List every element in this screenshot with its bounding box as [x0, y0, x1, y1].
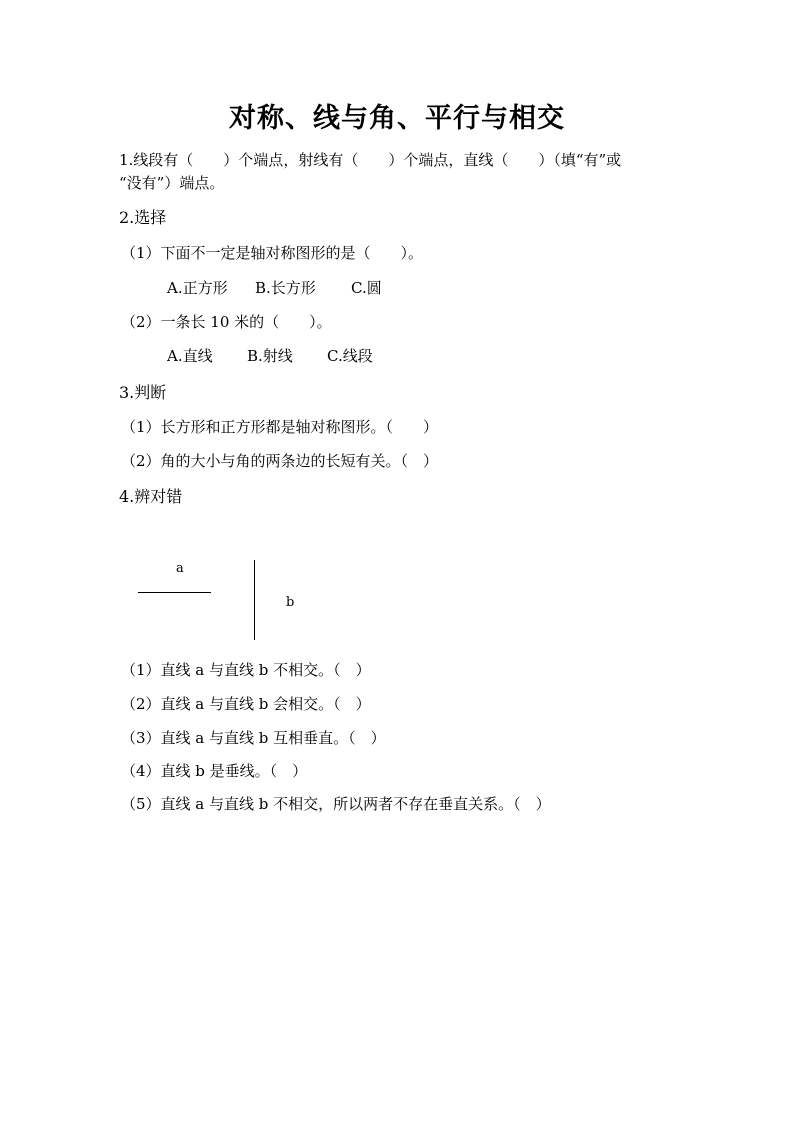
q2-sub2-option-c: C.线段: [327, 347, 373, 365]
page-title: 对称、线与角、平行与相交: [229, 103, 565, 134]
q2-sub1-option-c: C.圆: [351, 279, 382, 297]
q2-sub2-option-b: B.射线: [247, 347, 293, 365]
line-a-label: a: [176, 561, 184, 576]
line-a: [138, 592, 211, 593]
q2-sub1-option-b: B.长方形: [255, 279, 316, 297]
q4-item-3: （3）直线 a 与直线 b 互相垂直。（ ）: [121, 729, 386, 747]
q3-item-1: （1）长方形和正方形都是轴对称图形。（ ）: [121, 418, 439, 436]
q3-item-2: （2）角的大小与角的两条边的长短有关。（ ）: [121, 452, 439, 470]
q1-line1: 1.线段有（ ）个端点，射线有（ ）个端点，直线（ ）（填“有”或: [119, 151, 622, 169]
q4-item-1: （1）直线 a 与直线 b 不相交。（ ）: [121, 661, 371, 679]
q4-item-2: （2）直线 a 与直线 b 会相交。（ ）: [121, 695, 371, 713]
q3-heading: 3.判断: [119, 383, 167, 402]
q4-item-4: （4）直线 b 是垂线。（ ）: [121, 762, 308, 780]
q2-sub2-text: （2）一条长 10 米的（ ）。: [121, 313, 332, 331]
q2-heading: 2.选择: [119, 208, 167, 227]
q4-heading: 4.辨对错: [119, 487, 183, 506]
q1-line2: “没有”）端点。: [119, 174, 225, 192]
line-b-label: b: [286, 595, 295, 610]
q2-sub1-option-a: A.正方形: [167, 279, 228, 297]
q2-sub2-option-a: A.直线: [167, 347, 213, 365]
line-b: [254, 560, 255, 640]
q2-sub1-text: （1）下面不一定是轴对称图形的是（ ）。: [121, 244, 424, 262]
q4-item-5: （5）直线 a 与直线 b 不相交，所以两者不存在垂直关系。（ ）: [121, 795, 551, 813]
